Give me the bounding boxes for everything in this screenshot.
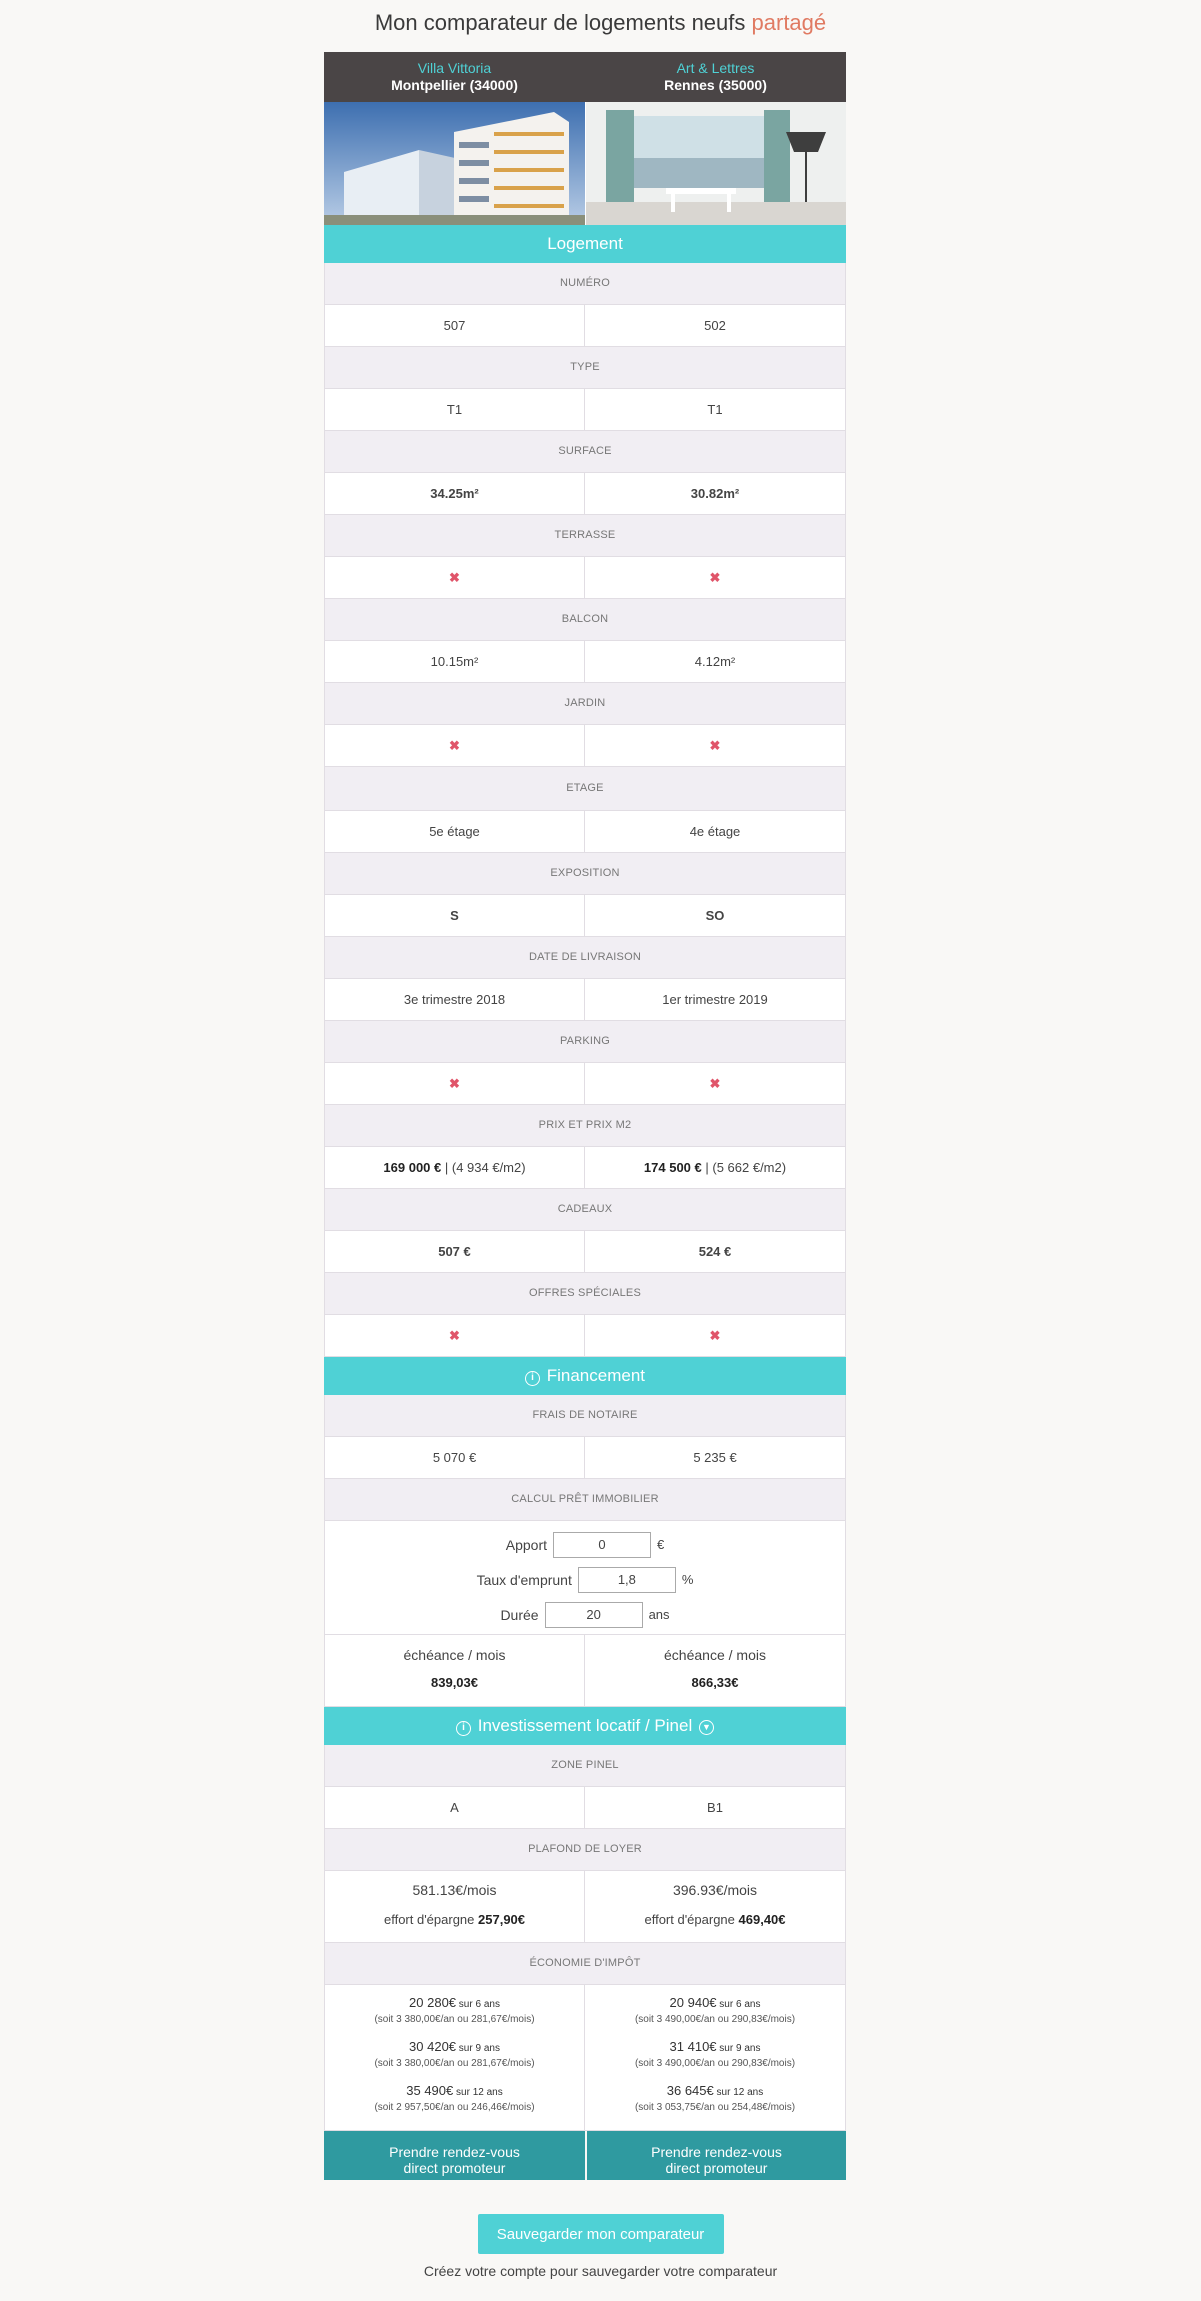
appointment-line1: Prendre rendez-vous xyxy=(389,2144,520,2160)
tax-period: sur 9 ans xyxy=(456,2043,500,2054)
taux-label: Taux d'emprunt xyxy=(476,1571,572,1588)
label-plafond: PLAFOND DE LOYER xyxy=(324,1829,846,1871)
rent-cell xyxy=(585,1871,846,1943)
row-economie xyxy=(324,1985,846,2131)
taux-line xyxy=(325,1562,845,1597)
apport-input[interactable] xyxy=(553,1532,651,1558)
tax-detail: (soit 3 490,00€/an ou 290,83€/mois) xyxy=(634,2058,796,2069)
label-notaire: FRAIS DE NOTAIRE xyxy=(324,1395,846,1437)
tax-amount: 35 490€ xyxy=(406,2083,454,2098)
tax-saving-12 xyxy=(585,2083,845,2127)
chevron-down-icon[interactable]: ▼ xyxy=(699,1720,714,1735)
exposition-value: S xyxy=(324,895,585,937)
appointment-line1: Prendre rendez-vous xyxy=(651,2144,782,2160)
row-zone xyxy=(324,1787,846,1829)
row-notaire xyxy=(324,1437,846,1479)
parking-value xyxy=(324,1063,585,1105)
label-economie: ÉCONOMIE D'IMPÔT xyxy=(324,1943,846,1985)
cross-icon: ✖ xyxy=(709,1328,721,1343)
offres-value xyxy=(585,1315,846,1357)
label-zone: ZONE PINEL xyxy=(324,1745,846,1787)
label-prix: PRIX ET PRIX M2 xyxy=(324,1105,846,1147)
appointment-line2: direct promoteur xyxy=(403,2160,506,2176)
appointment-button[interactable] xyxy=(585,2131,846,2180)
tax-saving-12 xyxy=(325,2083,584,2127)
savings-effort-value: 257,90€ xyxy=(478,1912,526,1927)
tax-detail: (soit 2 957,50€/an ou 246,46€/mois) xyxy=(374,2102,535,2113)
tax-amount: 20 940€ xyxy=(669,1995,717,2010)
savings-effort xyxy=(585,1910,845,1930)
label-terrasse: TERRASSE xyxy=(324,515,846,557)
save-area xyxy=(0,2214,1201,2254)
type-value: T1 xyxy=(324,389,585,431)
property-name[interactable]: Art & Lettres xyxy=(676,60,755,76)
savings-effort-label: effort d'épargne xyxy=(644,1912,739,1927)
parking-value xyxy=(585,1063,846,1105)
label-exposition: EXPOSITION xyxy=(324,853,846,895)
numero-value: 502 xyxy=(585,305,846,347)
savings-effort-value: 469,40€ xyxy=(738,1912,786,1927)
monthly-payment xyxy=(585,1635,846,1707)
cross-icon: ✖ xyxy=(449,1328,460,1343)
tax-savings-cell xyxy=(585,1985,846,2131)
tax-amount: 36 645€ xyxy=(666,2083,714,2098)
apport-label: Apport xyxy=(505,1536,547,1553)
tax-detail: (soit 3 380,00€/an ou 281,67€/mois) xyxy=(374,2014,535,2025)
property-photos xyxy=(324,102,846,225)
monthly-label: échéance / mois xyxy=(664,1647,766,1663)
tax-saving-6 xyxy=(325,1995,584,2039)
row-etage xyxy=(324,811,846,853)
property-header-1 xyxy=(324,52,585,102)
label-pret: CALCUL PRÊT IMMOBILIER xyxy=(324,1479,846,1521)
livraison-value: 1er trimestre 2019 xyxy=(585,979,846,1021)
monthly-payment xyxy=(324,1635,585,1707)
row-numero xyxy=(324,305,846,347)
row-offres xyxy=(324,1315,846,1357)
row-balcon xyxy=(324,641,846,683)
cross-icon: ✖ xyxy=(449,738,460,753)
monthly-value: 839,03€ xyxy=(431,1675,478,1690)
rent-ceiling: 396.93€/mois xyxy=(672,1882,758,1898)
tax-period: sur 6 ans xyxy=(456,1999,500,2010)
appointment-button[interactable] xyxy=(324,2131,585,2180)
property-photo-interior[interactable] xyxy=(585,102,846,225)
tax-detail: (soit 3 380,00€/an ou 281,67€/mois) xyxy=(374,2058,535,2069)
section-financement[interactable] xyxy=(324,1357,846,1395)
property-city: Rennes (35000) xyxy=(664,77,767,93)
label-jardin: JARDIN xyxy=(324,683,846,725)
loan-calculator xyxy=(324,1521,846,1635)
row-cadeaux xyxy=(324,1231,846,1273)
row-type xyxy=(324,389,846,431)
tax-saving-9 xyxy=(325,2039,584,2083)
cross-icon: ✖ xyxy=(449,1076,460,1091)
create-account-note: Créez votre compte pour sauvegarder votre comparateur xyxy=(423,2263,778,2279)
tax-period: sur 9 ans xyxy=(716,2043,761,2054)
prix-value xyxy=(324,1147,585,1189)
jardin-value xyxy=(324,725,585,767)
price: 174 500 € xyxy=(643,1160,702,1175)
apport-line xyxy=(325,1527,845,1562)
label-livraison: DATE DE LIVRAISON xyxy=(324,937,846,979)
row-surface xyxy=(324,473,846,515)
price-per-m2: | (4 934 €/m2) xyxy=(441,1160,526,1175)
surface-value: 34.25m² xyxy=(324,473,585,515)
label-offres: OFFRES SPÉCIALES xyxy=(324,1273,846,1315)
surface-value: 30.82m² xyxy=(585,473,846,515)
zone-value: A xyxy=(324,1787,585,1829)
tax-period: sur 12 ans xyxy=(713,2087,764,2098)
tax-period: sur 6 ans xyxy=(716,1999,761,2010)
page-title-main: Mon comparateur de logements neufs xyxy=(374,10,746,35)
label-numero: NUMÉRO xyxy=(324,263,846,305)
balcon-value: 4.12m² xyxy=(585,641,846,683)
terrasse-value xyxy=(324,557,585,599)
tax-period: sur 12 ans xyxy=(453,2087,503,2098)
zone-value: B1 xyxy=(585,1787,846,1829)
section-logement: Logement xyxy=(324,225,846,263)
savings-effort xyxy=(325,1910,584,1930)
rent-cell xyxy=(324,1871,585,1943)
row-jardin xyxy=(324,725,846,767)
apport-unit: € xyxy=(657,1537,665,1552)
row-prix xyxy=(324,1147,846,1189)
property-city: Montpellier (34000) xyxy=(391,77,518,93)
label-cadeaux: CADEAUX xyxy=(324,1189,846,1231)
cross-icon: ✖ xyxy=(449,570,460,585)
cadeaux-value: 507 € xyxy=(324,1231,585,1273)
taux-unit: % xyxy=(681,1572,694,1587)
terrasse-value xyxy=(585,557,846,599)
monthly-label: échéance / mois xyxy=(403,1647,506,1663)
etage-value: 4e étage xyxy=(585,811,846,853)
monthly-value: 866,33€ xyxy=(691,1675,739,1690)
etage-value: 5e étage xyxy=(324,811,585,853)
balcon-value: 10.15m² xyxy=(324,641,585,683)
exposition-value: SO xyxy=(585,895,846,937)
row-livraison xyxy=(324,979,846,1021)
livraison-value: 3e trimestre 2018 xyxy=(324,979,585,1021)
row-plafond xyxy=(324,1871,846,1943)
tax-amount: 31 410€ xyxy=(669,2039,717,2054)
prix-value xyxy=(585,1147,846,1189)
price: 169 000 € xyxy=(383,1160,442,1175)
duree-unit: ans xyxy=(648,1607,670,1622)
cross-icon: ✖ xyxy=(709,738,721,753)
notaire-value: 5 070 € xyxy=(324,1437,585,1479)
row-terrasse xyxy=(324,557,846,599)
label-etage: ETAGE xyxy=(324,767,846,811)
price-per-m2: | (5 662 €/m2) xyxy=(701,1160,787,1175)
property-header xyxy=(324,52,846,102)
cross-icon: ✖ xyxy=(709,1076,721,1091)
jardin-value xyxy=(585,725,846,767)
duree-line xyxy=(325,1597,845,1632)
tax-detail: (soit 3 053,75€/an ou 254,48€/mois) xyxy=(634,2102,796,2113)
page-title xyxy=(0,0,1201,52)
tax-amount: 20 280€ xyxy=(409,1995,457,2010)
label-type: TYPE xyxy=(324,347,846,389)
tax-saving-6 xyxy=(585,1995,845,2039)
property-header-2 xyxy=(585,52,846,102)
tax-saving-9 xyxy=(585,2039,845,2083)
section-investissement[interactable] xyxy=(324,1707,846,1745)
section-investissement-label: Investissement locatif / Pinel xyxy=(477,1716,693,1735)
appointment-buttons xyxy=(324,2131,846,2180)
info-icon: i xyxy=(525,1371,540,1386)
tax-savings-cell xyxy=(324,1985,585,2131)
comparison-table xyxy=(324,52,846,2180)
taux-input[interactable] xyxy=(578,1567,676,1593)
property-photo-building[interactable] xyxy=(324,102,585,225)
rent-ceiling: 581.13€/mois xyxy=(412,1882,497,1898)
label-parking: PARKING xyxy=(324,1021,846,1063)
save-comparator-button[interactable]: Sauvegarder mon comparateur xyxy=(478,2214,724,2254)
notaire-value: 5 235 € xyxy=(585,1437,846,1479)
savings-effort-label: effort d'épargne xyxy=(383,1912,479,1927)
label-surface: SURFACE xyxy=(324,431,846,473)
offres-value xyxy=(324,1315,585,1357)
cross-icon: ✖ xyxy=(709,570,721,585)
info-icon: i xyxy=(456,1721,471,1736)
row-exposition xyxy=(324,895,846,937)
label-balcon: BALCON xyxy=(324,599,846,641)
appointment-line2: direct promoteur xyxy=(665,2160,768,2176)
cadeaux-value: 524 € xyxy=(585,1231,846,1273)
page-title-accent: partagé xyxy=(751,10,827,35)
section-financement-label: Financement xyxy=(546,1366,645,1385)
numero-value: 507 xyxy=(324,305,585,347)
tax-amount: 30 420€ xyxy=(409,2039,457,2054)
tax-detail: (soit 3 490,00€/an ou 290,83€/mois) xyxy=(634,2014,796,2025)
row-parking xyxy=(324,1063,846,1105)
duree-label: Durée xyxy=(500,1606,539,1623)
property-name[interactable]: Villa Vittoria xyxy=(417,60,492,76)
duree-input[interactable] xyxy=(545,1602,643,1628)
type-value: T1 xyxy=(585,389,846,431)
row-monthly-payment xyxy=(324,1635,846,1707)
